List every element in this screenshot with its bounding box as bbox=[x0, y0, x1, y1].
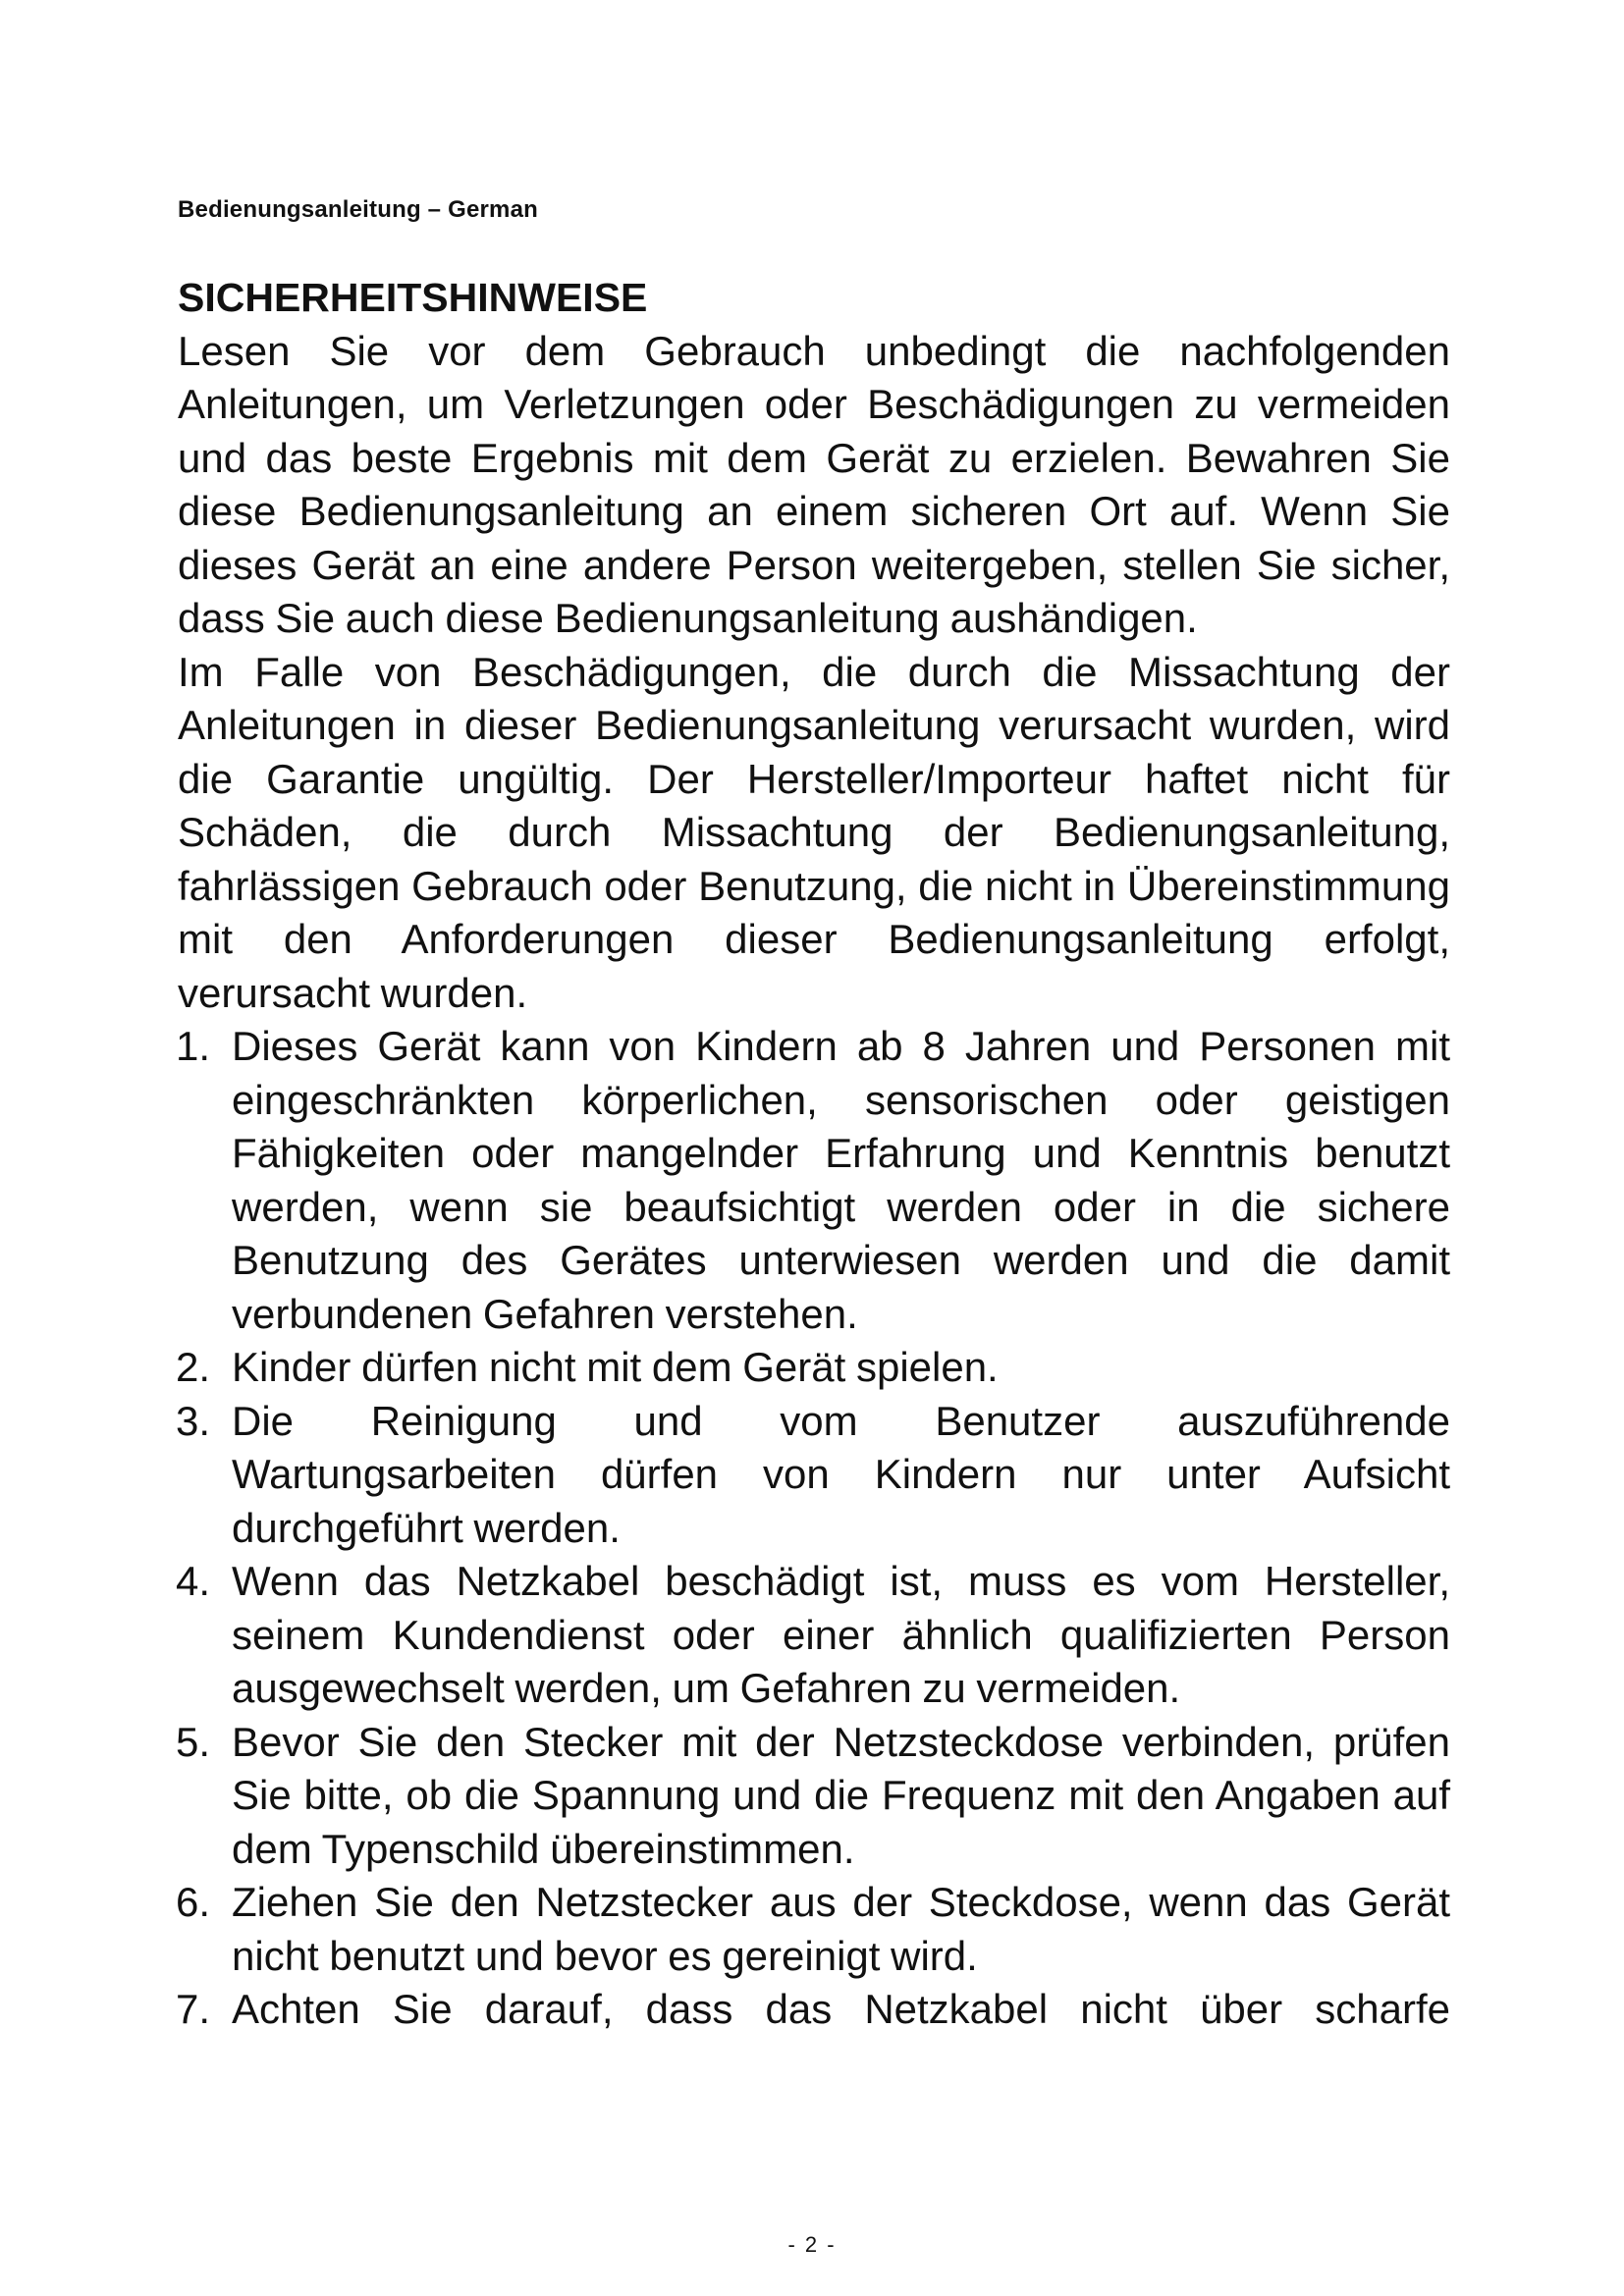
list-item-text: Achten Sie darauf, dass das Netzkabel nicht über scharfe bbox=[232, 1986, 1450, 2032]
list-item bbox=[175, 1876, 1450, 1983]
section-title: SICHERHEITSHINWEISE bbox=[178, 275, 648, 320]
list-item-number: 3. bbox=[175, 1397, 210, 1444]
intro-paragraph: Lesen Sie vor dem Gebrauch unbedingt die nachfolgenden Anleitungen, um Verletzungen oder Beschädigungen zu vermeiden und das beste Ergebnis mit dem Gerät zu erzielen. Bewahren Sie diese Bedienungsanleitung an einem sicheren Ort auf. Wenn Sie dieses Gerät an eine andere Person weitergeben, stellen Sie sicher, dass Sie auch diese Bedienungsanleitung aushändigen. bbox=[178, 327, 1450, 641]
list-item-text: Wenn das Netzkabel beschädigt ist, muss es vom Hersteller, seinem Kundendienst oder einer ähnlich qualifizierten Person ausgewechselt werden, um Gefahren zu vermeiden. bbox=[232, 1558, 1450, 1711]
list-item-number: 1. bbox=[175, 1023, 210, 1069]
list-item bbox=[175, 1716, 1450, 1877]
list-item-number: 7. bbox=[175, 1986, 210, 2032]
list-item-text: Bevor Sie den Stecker mit der Netzsteckdose verbinden, prüfen Sie bitte, ob die Spannung und die Frequenz mit den Angaben auf dem Typenschild übereinstimmen. bbox=[232, 1718, 1450, 1872]
list-item-number: 6. bbox=[175, 1879, 210, 1925]
list-item-number: 5. bbox=[175, 1718, 210, 1765]
list-item bbox=[175, 1341, 1450, 1395]
list-item-text: Die Reinigung und vom Benutzer auszuführende Wartungsarbeiten dürfen von Kindern nur unter Aufsicht durchgeführt werden. bbox=[232, 1397, 1450, 1551]
list-item-text: Dieses Gerät kann von Kindern ab 8 Jahren und Personen mit eingeschränkten körperlichen, sensorischen oder geistigen Fähigkeiten oder mangelnder Erfahrung und Kenntnis benutzt werden, wenn sie beaufsichtigt werden oder in die sichere Benutzung des Gerätes unterwiesen werden und die damit verbundenen Gefahren verstehen. bbox=[232, 1023, 1450, 1337]
list-item-text: Kinder dürfen nicht mit dem Gerät spielen. bbox=[232, 1344, 999, 1390]
page-number: - 2 - bbox=[787, 2232, 837, 2257]
document-content bbox=[175, 271, 1450, 2037]
list-item-number: 2. bbox=[175, 1344, 210, 1390]
warranty-paragraph: Im Falle von Beschädigungen, die durch die Missachtung der Anleitungen in dieser Bedienungsanleitung verursacht wurden, wird die Garantie ungültig. Der Hersteller/Importeur haftet nicht für Schäden, die durch Missachtung der Bedienungsanleitung, fahrlässigen Gebrauch oder Benutzung, die nicht in Übereinstimmung mit den Anforderungen dieser Bedienungsanleitung erfolgt, verursacht wurden. bbox=[178, 648, 1450, 1016]
document-header: Bedienungsanleitung – German bbox=[178, 196, 538, 223]
safety-list bbox=[175, 1020, 1450, 2037]
list-item-text: Ziehen Sie den Netzstecker aus der Steckdose, wenn das Gerät nicht benutzt und bevor es gereinigt wird. bbox=[232, 1879, 1450, 1979]
list-item-number: 4. bbox=[175, 1558, 210, 1604]
list-item bbox=[175, 1555, 1450, 1716]
list-item bbox=[175, 1395, 1450, 1556]
list-item bbox=[175, 1983, 1450, 2037]
list-item bbox=[175, 1020, 1450, 1341]
